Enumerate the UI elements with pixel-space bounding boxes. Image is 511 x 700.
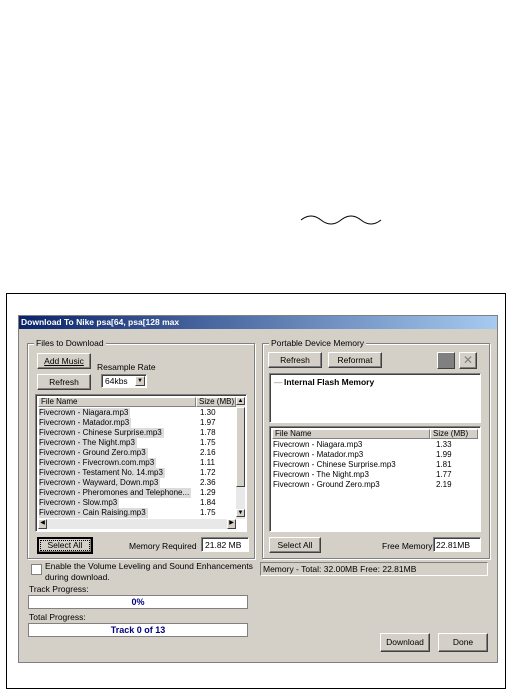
file-size-cell: 1.72 <box>200 468 216 477</box>
total-progress-label: Total Progress: <box>29 612 86 622</box>
resample-rate-label: Resample Rate <box>97 362 156 372</box>
enhance-checkbox[interactable] <box>31 564 42 575</box>
scroll-down-icon[interactable]: ▼ <box>237 510 244 516</box>
table-row[interactable] <box>272 450 467 460</box>
delete-icon[interactable]: ✕ <box>459 352 477 369</box>
file-name-cell: Fivecrown - Niagara.mp3 <box>39 408 129 417</box>
tree-line: — <box>274 377 283 387</box>
files-col-name[interactable]: File Name <box>38 397 196 407</box>
file-size-cell: 1.30 <box>200 408 216 417</box>
files-scrollbar-h[interactable] <box>38 519 236 529</box>
dropdown-arrow-icon[interactable]: ▼ <box>135 376 145 386</box>
table-row[interactable] <box>38 468 233 478</box>
device-tree[interactable] <box>269 373 481 423</box>
table-row[interactable] <box>272 470 467 480</box>
file-name-cell: Fivecrown - Cain Raising.mp3 <box>39 508 146 517</box>
table-row[interactable] <box>38 418 233 428</box>
memory-required-value-box <box>201 537 249 552</box>
free-memory-label: Free Memory <box>382 541 433 551</box>
file-name-cell: Fivecrown - Testament No. 14.mp3 <box>39 468 163 477</box>
scroll-right-icon[interactable]: ▶ <box>227 519 236 529</box>
file-size-cell: 2.16 <box>200 448 216 457</box>
file-name-cell: Fivecrown - Niagara.mp3 <box>273 440 363 449</box>
file-name-cell: Fivecrown - Matador.mp3 <box>273 450 364 459</box>
table-row[interactable] <box>38 508 233 518</box>
device-col-size[interactable]: Size (MB) <box>430 429 478 439</box>
file-size-cell: 2.36 <box>200 478 216 487</box>
file-size-cell: 2.19 <box>436 480 452 489</box>
table-row[interactable] <box>272 440 467 450</box>
stop-icon[interactable] <box>437 352 455 369</box>
table-row[interactable] <box>38 478 233 488</box>
file-size-cell: 1.75 <box>200 508 216 517</box>
device-select-all-button[interactable]: Select All <box>269 537 321 553</box>
file-size-cell: 1.81 <box>436 460 452 469</box>
enhance-checkbox-label-1: Enable the Volume Leveling and Sound Enhancements <box>45 561 253 571</box>
table-row[interactable] <box>272 480 467 490</box>
memory-required-label: Memory Required <box>129 541 197 551</box>
device-group-title: Portable Device Memory <box>271 338 365 348</box>
memory-status: Memory - Total: 32.00MB Free: 22.81MB <box>260 562 488 576</box>
resample-rate-value: 64kbs <box>105 376 128 386</box>
file-size-cell: 1.33 <box>436 440 452 449</box>
files-col-size[interactable]: Size (MB) <box>196 397 236 407</box>
file-name-cell: Fivecrown - Pheromones and Telephone... <box>39 488 190 497</box>
memory-required-value: 21.82 MB <box>205 540 242 550</box>
free-memory-value: 22.81MB <box>436 540 471 550</box>
file-size-cell: 1.75 <box>200 438 216 447</box>
download-window <box>18 315 498 663</box>
device-list[interactable] <box>269 426 481 532</box>
table-row[interactable] <box>38 458 233 468</box>
scroll-up-icon[interactable]: ▲ <box>237 398 244 404</box>
file-size-cell: 1.99 <box>436 450 452 459</box>
table-row[interactable] <box>38 498 233 508</box>
reformat-button[interactable]: Reformat <box>328 352 382 368</box>
file-size-cell: 1.78 <box>200 428 216 437</box>
scroll-left-icon[interactable]: ◀ <box>38 519 47 529</box>
file-name-cell: Fivecrown - Chinese Surprise.mp3 <box>273 460 396 469</box>
done-button[interactable]: Done <box>438 633 488 652</box>
file-size-cell: 1.84 <box>200 498 216 507</box>
resample-rate-select[interactable] <box>101 374 147 388</box>
window-title: Download To Nike psa[64, psa[128 max <box>19 316 497 329</box>
refresh-button[interactable]: Refresh <box>37 374 91 390</box>
file-name-cell: Fivecrown - Chinese Surprise.mp3 <box>39 428 162 437</box>
file-size-cell: 1.77 <box>436 470 452 479</box>
tree-item-flash[interactable]: Internal Flash Memory <box>284 377 375 387</box>
file-name-cell: Fivecrown - Slow.mp3 <box>39 498 118 507</box>
file-name-cell: Fivecrown - Ground Zero.mp3 <box>39 448 146 457</box>
track-progress-label: Track Progress: <box>29 584 89 594</box>
files-group-title: Files to Download <box>36 338 104 348</box>
file-name-cell: Fivecrown - Wayward, Down.mp3 <box>39 478 159 487</box>
free-memory-value-box <box>433 537 481 552</box>
device-refresh-button[interactable]: Refresh <box>268 352 322 368</box>
file-name-cell: Fivecrown - Matador.mp3 <box>39 418 130 427</box>
file-name-cell: Fivecrown - Ground Zero.mp3 <box>273 480 380 489</box>
file-size-cell: 1.97 <box>200 418 216 427</box>
device-col-name[interactable]: File Name <box>272 429 430 439</box>
files-scrollbar-v[interactable] <box>236 397 245 519</box>
file-size-cell: 1.11 <box>200 458 215 467</box>
download-button[interactable]: Download <box>380 633 430 652</box>
total-progress-bar: Track 0 of 13 <box>28 623 248 637</box>
enhance-checkbox-label-2: during download. <box>45 572 110 582</box>
file-size-cell: 1.29 <box>200 488 216 497</box>
scroll-thumb[interactable] <box>236 407 245 487</box>
file-name-cell: Fivecrown - The Night.mp3 <box>273 470 369 479</box>
track-progress-bar: 0% <box>28 595 248 609</box>
add-music-button[interactable]: Add Music <box>37 353 91 369</box>
table-row[interactable] <box>38 438 233 448</box>
table-row[interactable] <box>38 428 233 438</box>
files-select-all-button[interactable]: Select All <box>37 537 93 554</box>
files-list[interactable] <box>35 394 247 532</box>
squiggle-icon <box>299 210 383 226</box>
table-row[interactable] <box>38 408 233 418</box>
table-row[interactable] <box>38 488 233 498</box>
file-name-cell: Fivecrown - The Night.mp3 <box>39 438 135 447</box>
table-row[interactable] <box>38 448 233 458</box>
file-name-cell: Fivecrown - Fivecrown.com.mp3 <box>39 458 155 467</box>
table-row[interactable] <box>272 460 467 470</box>
